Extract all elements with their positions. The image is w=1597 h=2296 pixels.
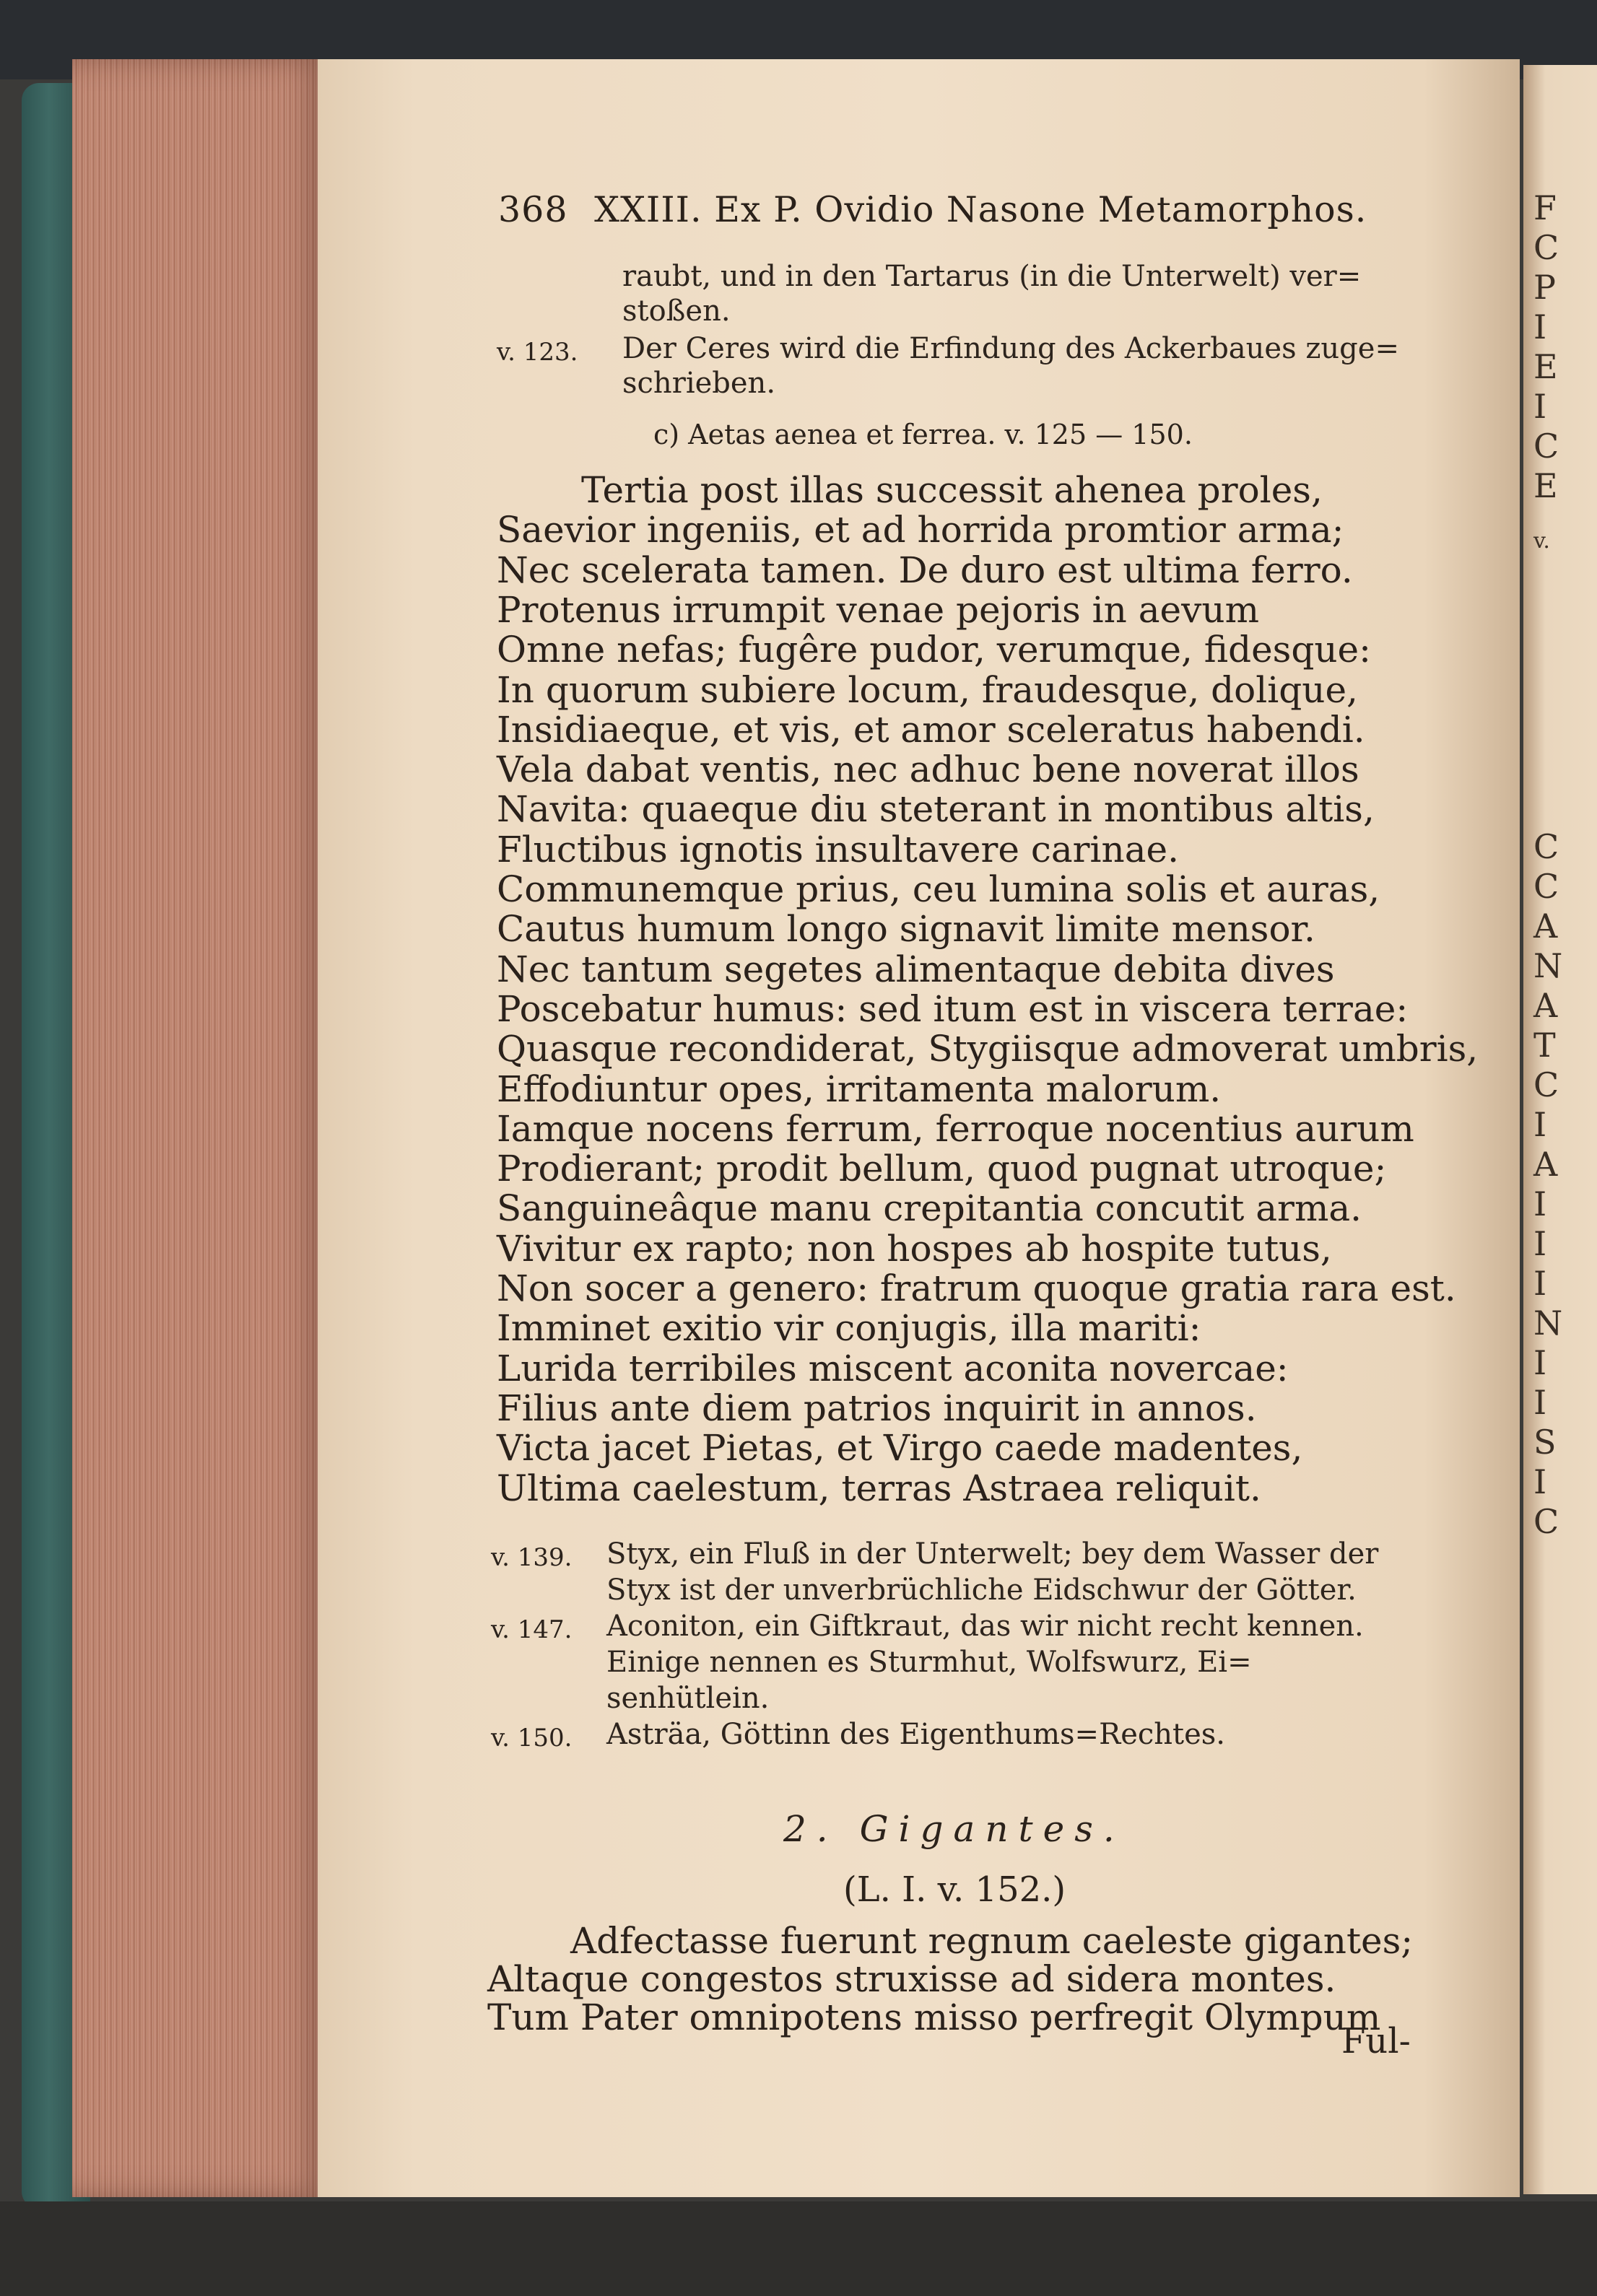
- facing-page-letter: N: [1533, 946, 1563, 985]
- facing-page-letter: I: [1533, 1184, 1547, 1223]
- running-header: [498, 189, 1367, 230]
- footnote-verse-number: v. 139.: [491, 1543, 573, 1572]
- facing-page-letter: A: [1533, 986, 1558, 1025]
- verse-line: Navita: quaeque diu steterant in montibus altis,: [497, 788, 1375, 830]
- verse-line: Insidiaeque, et vis, et amor sceleratus habendi.: [497, 709, 1365, 751]
- verse-line: Prodierant; prodit bellum, quod pugnat utroque;: [497, 1148, 1387, 1190]
- facing-page-letter: C: [1533, 427, 1559, 466]
- facing-page-letter: E: [1533, 347, 1558, 386]
- facing-page-letter: C: [1533, 1502, 1559, 1541]
- note-verse-number: v. 123.: [497, 338, 578, 367]
- facing-page-letter: A: [1533, 1145, 1558, 1184]
- footnote-verse-number: v. 150.: [491, 1724, 573, 1752]
- verse-line: Fluctibus ignotis insultavere carinae.: [497, 829, 1180, 870]
- footnote-line: Aconiton, ein Giftkraut, das wir nicht recht kennen.: [606, 1610, 1364, 1643]
- verse-line: Saevior ingeniis, et ad horrida promtior arma;: [497, 509, 1344, 551]
- facing-page-letter: v.: [1533, 528, 1550, 554]
- verse-line: Quasque recondiderat, Stygiisque admoverat umbris,: [497, 1028, 1479, 1070]
- verse-line: In quorum subiere locum, fraudesque, dolique,: [497, 669, 1358, 711]
- verse-line: Lurida terribiles miscent aconita novercae:: [497, 1348, 1289, 1389]
- footnote-line: Styx, ein Fluß in der Unterwelt; bey dem Wasser der: [606, 1537, 1379, 1571]
- facing-page-letter: C: [1533, 827, 1559, 866]
- verse-line: Vela dabat ventis, nec adhuc bene noverat illos: [497, 748, 1359, 790]
- footnote-line: Einige nennen es Sturmhut, Wolfswurz, Ei=: [606, 1646, 1252, 1679]
- verse-line: Poscebatur humus: sed itum est in viscera terrae:: [497, 988, 1409, 1030]
- subheading: c) Aetas aenea et ferrea. v. 125 — 150.: [653, 419, 1193, 450]
- verse-line: Sanguineâque manu crepitantia concutit arma.: [497, 1187, 1362, 1229]
- top-note-line-1: raubt, und in den Tartarus (in die Unterwelt) ver=: [622, 260, 1362, 293]
- catchword: Ful-: [1341, 2021, 1411, 2061]
- verse-line: Cautus humum longo signavit limite mensor.: [497, 908, 1315, 950]
- verse-line: Omne nefas; fugêre pudor, verumque, fidesque:: [497, 629, 1371, 671]
- facing-page-letter: T: [1533, 1026, 1556, 1065]
- facing-page-letter: I: [1533, 1105, 1547, 1144]
- facing-page-letter: I: [1533, 1264, 1547, 1303]
- facing-page-letter: S: [1533, 1423, 1557, 1462]
- facing-page-letter: I: [1533, 1224, 1547, 1263]
- verse-line: Altaque congestos struxisse ad sidera montes.: [487, 1958, 1336, 2000]
- footnote-line: Styx ist der unverbrüchliche Eidschwur der Götter.: [606, 1573, 1357, 1607]
- verse-line: Victa jacet Pietas, et Virgo caede madentes,: [497, 1427, 1303, 1469]
- verse-line: Non socer a genero: fratrum quoque gratia rara est.: [497, 1267, 1456, 1309]
- facing-page-letter: I: [1533, 1383, 1547, 1422]
- page-number: 368: [498, 189, 568, 230]
- section-reference: (L. I. v. 152.): [843, 1869, 1066, 1910]
- section-title: 2. Gigantes.: [783, 1808, 1125, 1850]
- verse-line: Imminet exitio vir conjugis, illa mariti:: [497, 1307, 1201, 1349]
- verse-line: Nec tantum segetes alimentaque debita dives: [497, 948, 1335, 990]
- verse-line: Protenus irrumpit venae pejoris in aevum: [497, 589, 1260, 631]
- verse-line: Tertia post illas successit ahenea proles,: [581, 469, 1323, 511]
- note-line: schrieben.: [622, 367, 776, 400]
- verse-line: Iamque nocens ferrum, ferroque nocentius aurum: [497, 1108, 1414, 1150]
- verse-line: Tum Pater omnipotens misso perfregit Olympum: [487, 1996, 1381, 2038]
- verse-line: Vivitur ex rapto; non hospes ab hospite tutus,: [497, 1228, 1332, 1270]
- note-line: Der Ceres wird die Erfindung des Ackerbaues zuge=: [622, 332, 1399, 365]
- facing-page-letter: I: [1533, 1462, 1547, 1501]
- facing-page-letter: C: [1533, 1065, 1559, 1104]
- facing-page-letter: E: [1533, 466, 1558, 505]
- page-title: XXIII. Ex P. Ovidio Nasone Metamorphos.: [594, 189, 1367, 230]
- footnote-line: senhütlein.: [606, 1682, 770, 1715]
- footnote-verse-number: v. 147.: [491, 1615, 573, 1644]
- verse-line: Effodiuntur opes, irritamenta malorum.: [497, 1068, 1222, 1110]
- facing-page-letter: N: [1533, 1304, 1563, 1343]
- facing-page-letter: I: [1533, 1343, 1547, 1382]
- top-note-line-2: stoßen.: [622, 294, 731, 328]
- facing-page-letter: C: [1533, 228, 1559, 267]
- facing-page-letter: C: [1533, 867, 1559, 906]
- facing-page-letter: F: [1533, 188, 1557, 227]
- verse-line: Adfectasse fuerunt regnum caeleste gigantes;: [570, 1920, 1414, 1962]
- facing-page-letter: I: [1533, 387, 1547, 426]
- facing-page-letter: A: [1533, 907, 1558, 946]
- verse-line: Filius ante diem patrios inquirit in annos.: [497, 1387, 1257, 1429]
- verse-line: Communemque prius, ceu lumina solis et auras,: [497, 868, 1380, 910]
- facing-page-letter: I: [1533, 307, 1547, 346]
- verse-line: Nec scelerata tamen. De duro est ultima ferro.: [497, 549, 1353, 591]
- verse-line: Ultima caelestum, terras Astraea reliquit.: [497, 1467, 1261, 1509]
- footnote-line: Asträa, Göttinn des Eigenthums=Rechtes.: [606, 1718, 1226, 1751]
- facing-page-letter: P: [1533, 268, 1556, 307]
